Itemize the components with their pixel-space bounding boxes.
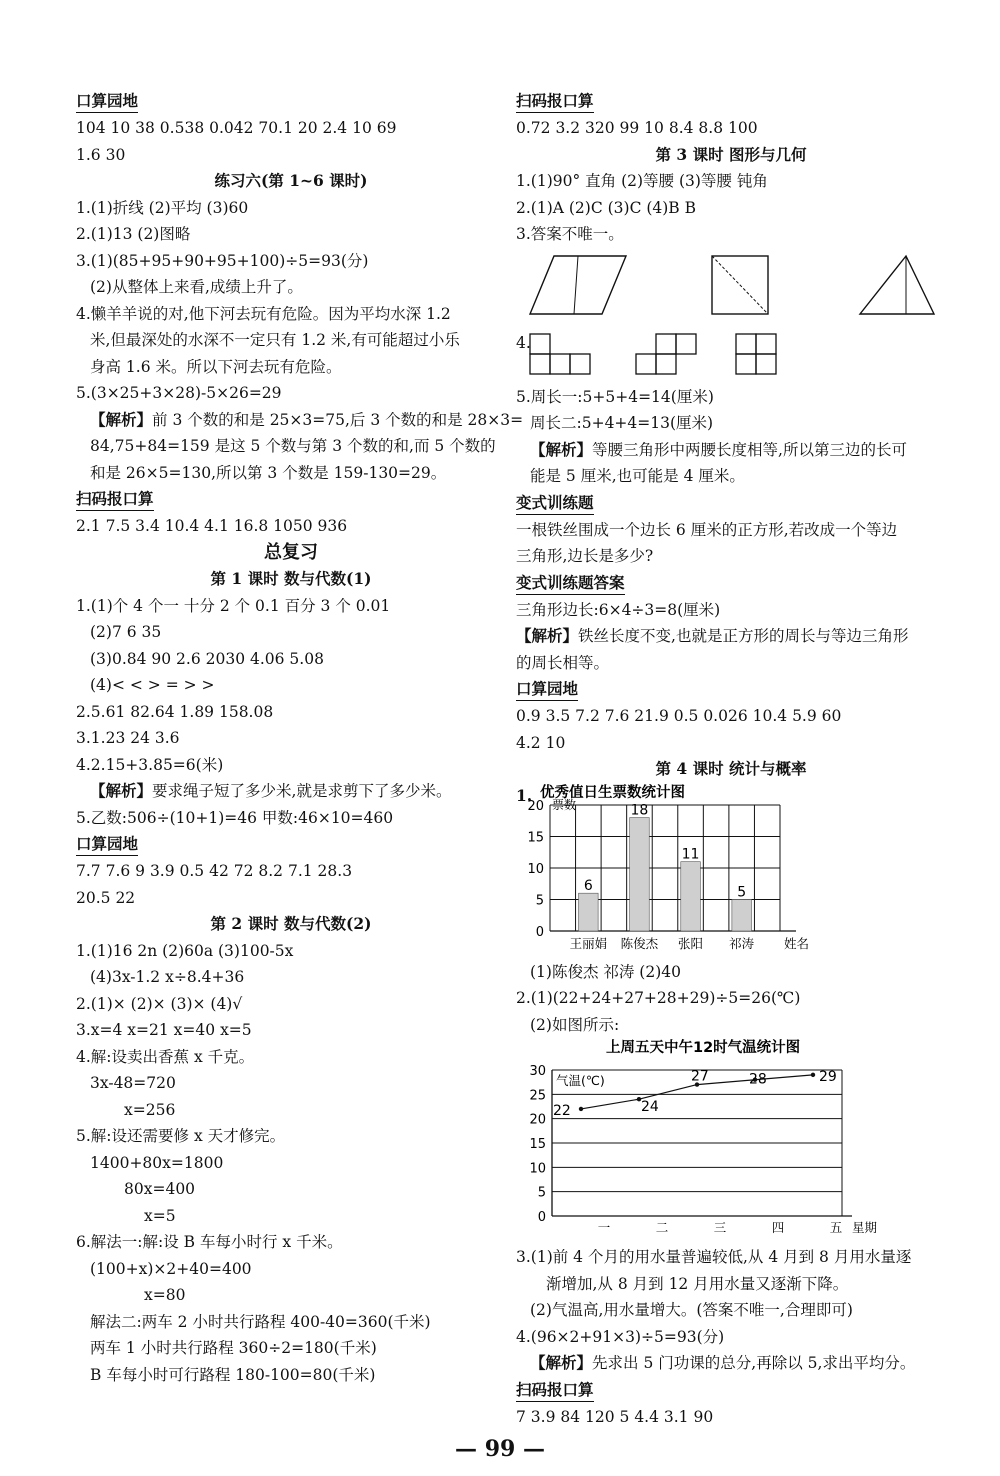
line-text: 2.(1)13 (2)图略	[76, 225, 191, 243]
text-line	[76, 885, 506, 912]
analysis-tag: 【 解析 】	[516, 626, 578, 645]
bar	[630, 817, 650, 930]
section-heading: 扫码报口算	[516, 90, 594, 113]
line-text: 一根铁丝围成一个边长 6 厘米的正方形,若改成一个等边	[516, 520, 898, 539]
text-line	[76, 778, 506, 805]
text-line	[76, 911, 506, 938]
text-line	[76, 1070, 506, 1097]
line-text: 0.72 3.2 320 99 10 8.4 8.8 100	[516, 119, 758, 137]
bar	[579, 893, 599, 931]
text-line	[76, 593, 506, 620]
line-text: 2.(1)(22+24+27+28+29)÷5=26(℃)	[516, 989, 801, 1007]
q4-label: 4.	[516, 333, 531, 352]
line-text: (4)3x-1.2 x÷8.4+36	[90, 968, 245, 986]
line-text: 104 10 38 0.538 0.042 70.1 20 2.4 10 69	[76, 119, 397, 137]
line-text: 1.(1)折线 (2)平均 (3)60	[76, 198, 249, 217]
line-text: 4.解:设卖出香蕉 x 千克。	[76, 1047, 255, 1066]
line-text: 1400+80x=1800	[90, 1153, 224, 1172]
bar	[681, 861, 701, 930]
line-text: 2.(1)× (2)× (3)× (4)√	[76, 994, 243, 1013]
text-line	[76, 221, 506, 248]
text-line	[516, 1324, 946, 1351]
x-category-label: 一	[597, 1220, 611, 1235]
text-line	[516, 463, 946, 490]
line-text: 渐增加,从 8 月到 12 月用水量又逐渐下降。	[546, 1274, 849, 1293]
section-heading: 变式训练题答案	[516, 572, 625, 595]
text-line	[76, 699, 506, 726]
text-line	[516, 959, 946, 986]
x-category-label: 王丽娟	[569, 935, 608, 951]
line-text: (1)陈俊杰 祁涛 (2)40	[530, 962, 681, 981]
section-heading: 口算园地	[76, 833, 138, 856]
bar-chart	[516, 783, 946, 959]
line-text: 三角形,边长是多少?	[516, 547, 654, 565]
text-line	[76, 1229, 506, 1256]
line-text: (2)从整体上来看,成绩上升了。	[90, 278, 303, 296]
line-text: (2)7 6 35	[90, 623, 162, 641]
line-text: 等腰三角形中两腰长度相等,所以第三边的长可	[592, 440, 907, 459]
text-line	[76, 725, 506, 752]
line-text: B 车每小时可行路程 180-100=80(千米)	[90, 1365, 376, 1384]
line-text: 第 1 课时 数与代数(1)	[210, 569, 372, 588]
line-text: 0.9 3.5 7.2 7.6 21.9 0.5 0.026 10.4 5.9 60	[516, 707, 842, 725]
text-line	[76, 1176, 506, 1203]
text-line	[76, 752, 506, 779]
line-text: (4)< < > = > >	[90, 676, 215, 694]
text-line	[76, 1203, 506, 1230]
line-text: 前 3 个数的和是 25×3=75,后 3 个数的和是 28×3=	[152, 410, 524, 429]
line-text: (2)气温高,用水量增大。(答案不唯一,合理即可)	[530, 1301, 853, 1319]
text-line	[76, 964, 506, 991]
right-top-block	[516, 88, 946, 248]
parallelogram-shape	[530, 256, 626, 314]
y-tick-label: 15	[527, 830, 544, 845]
line-text: 7 3.9 84 120 5 4.4 3.1 90	[516, 1407, 714, 1426]
text-line	[76, 142, 506, 169]
line-text: (3)0.84 90 2.6 2030 4.06 5.08	[90, 649, 324, 668]
line-text: 能是 5 厘米,也可能是 4 厘米。	[530, 467, 745, 485]
point-value-label: 29	[819, 1068, 837, 1085]
line-text: (100+x)×2+40=400	[90, 1259, 252, 1278]
text-line	[516, 88, 946, 115]
section-heading: 口算园地	[516, 678, 578, 701]
point-value-label: 24	[641, 1099, 659, 1116]
text-line	[76, 646, 506, 673]
text-line	[516, 543, 946, 570]
y-axis-label: 票数	[552, 797, 577, 812]
text-line	[516, 221, 946, 248]
text-line	[76, 407, 524, 434]
y-tick-label: 0	[537, 1210, 546, 1225]
text-line	[516, 410, 946, 437]
line-text: 3.(1)前 4 个月的用水量普遍较低,从 4 月到 8 月用水量逐	[516, 1248, 912, 1266]
y-tick-label: 15	[529, 1137, 546, 1152]
text-line	[76, 1256, 506, 1283]
y-tick-label: 25	[529, 1088, 546, 1104]
x-axis-label: 星期	[852, 1220, 878, 1235]
text-line	[76, 115, 506, 142]
bar-chart-block	[516, 783, 946, 959]
text-line	[76, 1123, 506, 1150]
line-text: 20.5 22	[76, 888, 136, 907]
text-line	[76, 433, 506, 460]
text-line	[516, 517, 946, 544]
text-line	[76, 1044, 506, 1071]
text-line	[516, 570, 946, 597]
text-line	[76, 831, 506, 858]
text-line	[516, 1244, 946, 1271]
left-column	[76, 88, 524, 1388]
text-line	[516, 1404, 946, 1431]
line-text: 总复习	[264, 541, 318, 563]
line-text: 解法二:两车 2 小时共行路程 400-40=360(千米)	[90, 1312, 431, 1331]
text-line	[516, 490, 946, 517]
line-text: x=256	[124, 1100, 176, 1119]
line-text: 5.乙数:506÷(10+1)=46 甲数:46×10=460	[76, 808, 394, 827]
line-text: 2.(1)A (2)C (3)C (4)B B	[516, 198, 697, 217]
text-line	[516, 168, 946, 195]
analysis-tag: 【 解析 】	[530, 440, 592, 459]
text-line	[516, 985, 946, 1012]
line-text: 身高 1.6 米。所以下河去玩有危险。	[90, 357, 342, 376]
line-text: 6.解法一:解:设 B 车每小时行 x 千米。	[76, 1233, 343, 1251]
text-line	[76, 380, 506, 407]
text-line	[516, 1377, 946, 1404]
text-line	[516, 437, 946, 464]
text-line	[516, 115, 946, 142]
point-value-label: 27	[691, 1068, 709, 1085]
point-value-label: 22	[553, 1102, 571, 1119]
line-text: 5.周长一:5+5+4=14(厘米)	[516, 387, 714, 406]
view-side	[736, 334, 776, 374]
right-bottom-block	[516, 1244, 946, 1430]
view-top	[636, 334, 696, 374]
line-text: 铁丝长度不变,也就是正方形的周长与等边三角形	[578, 627, 909, 645]
text-line	[76, 672, 506, 699]
line-text: 84,75+84=159 是这 5 个数与第 3 个数的和,而 5 个数的	[90, 437, 496, 455]
x-category-label: 五	[829, 1220, 843, 1235]
line-text: 1.(1)90° 直角 (2)等腰 (3)等腰 钝角	[516, 172, 768, 190]
text-line	[76, 619, 506, 646]
text-line	[76, 1097, 506, 1124]
text-line	[516, 597, 946, 624]
series-line-segment	[581, 1099, 639, 1109]
text-line	[76, 1335, 506, 1362]
x-category-label: 祁涛	[729, 935, 755, 951]
line-text: 3.x=4 x=21 x=40 x=5	[76, 1021, 252, 1039]
line-text: 先求出 5 门功课的总分,再除以 5,求出平均分。	[592, 1354, 916, 1372]
q1-label: 1.	[516, 785, 533, 805]
y-tick-label: 5	[535, 893, 544, 908]
triangle-shape	[860, 256, 934, 314]
page-number: — 99 —	[455, 1436, 545, 1462]
section-heading: 变式训练题	[516, 492, 594, 515]
q1-after-block	[516, 959, 946, 1039]
text-line	[76, 460, 506, 487]
line-text: 1.(1)个 4 个一 十分 2 个 0.1 百分 3 个 0.01	[76, 596, 391, 615]
line-text: 第 2 课时 数与代数(2)	[210, 914, 372, 933]
text-line	[76, 301, 506, 328]
analysis-tag: 【 解析 】	[90, 410, 152, 429]
line-text: 3x-48=720	[90, 1074, 176, 1092]
text-line	[516, 756, 946, 783]
y-axis-label: 气温(℃)	[556, 1073, 605, 1088]
text-line	[76, 513, 506, 540]
text-line	[76, 327, 506, 354]
line-text: 4.2.15+3.85=6(米)	[76, 755, 224, 774]
y-tick-label: 10	[527, 861, 544, 877]
line-text: 周长二:5+4+4=13(厘米)	[530, 414, 714, 432]
shapes-figure	[516, 252, 946, 326]
text-line	[516, 650, 946, 677]
right-mid-block	[516, 384, 946, 783]
section-heading: 扫码报口算	[76, 488, 154, 511]
text-line	[76, 938, 506, 965]
line-text: 3.答案不唯一。	[516, 225, 624, 243]
text-line	[76, 88, 506, 115]
text-line	[516, 142, 946, 169]
text-line	[516, 703, 946, 730]
line-text: 7.7 7.6 9 3.9 0.5 42 72 8.2 7.1 28.3	[76, 862, 353, 880]
chart-title: 上周五天中午12时气温统计图	[606, 1040, 801, 1056]
y-tick-label: 0	[535, 924, 544, 940]
square-diagonal	[712, 256, 768, 314]
y-tick-label: 10	[529, 1161, 546, 1177]
text-line	[76, 1150, 506, 1177]
line-text: 2.5.61 82.64 1.89 158.08	[76, 702, 274, 721]
line-text: 1.6 30	[76, 145, 126, 164]
x-category-label: 三	[713, 1220, 727, 1235]
bar-value-label: 5	[737, 884, 747, 900]
text-line	[76, 354, 506, 381]
section-heading: 口算园地	[76, 90, 138, 113]
section-heading: 扫码报口算	[516, 1379, 594, 1402]
line-text: 米,但最深处的水深不一定只有 1.2 米,有可能超过小乐	[90, 331, 460, 349]
text-line	[76, 274, 506, 301]
analysis-tag: 【 解析 】	[530, 1353, 592, 1372]
views-block	[516, 326, 946, 384]
bar-value-label: 11	[681, 846, 700, 863]
line-text: 1.(1)16 2n (2)60a (3)100-5x	[76, 941, 294, 960]
line-text: (2)如图所示:	[530, 1015, 620, 1034]
text-line	[76, 566, 506, 593]
text-line	[516, 195, 946, 222]
text-line	[516, 384, 946, 411]
line-text: x=80	[144, 1286, 186, 1304]
text-line	[76, 540, 506, 567]
line-text: 第 3 课时 图形与几何	[655, 144, 807, 164]
parallelogram-cut	[574, 256, 578, 314]
data-point	[579, 1107, 583, 1111]
line-text: x=5	[144, 1206, 176, 1225]
line-text: 3.(1)(85+95+90+95+100)÷5=93(分)	[76, 251, 369, 270]
text-line	[516, 1297, 946, 1324]
bar	[732, 899, 752, 931]
text-line	[76, 858, 506, 885]
bar-value-label: 6	[583, 877, 593, 894]
bar-value-label: 18	[630, 802, 649, 819]
line-text: 第 4 课时 统计与概率	[655, 759, 807, 778]
analysis-tag: 【 解析 】	[90, 781, 152, 800]
point-value-label: 28	[749, 1071, 767, 1088]
text-line	[516, 1271, 946, 1298]
views-figure	[516, 326, 946, 384]
text-line	[76, 168, 506, 195]
line-text: 5.解:设还需要修 x 天才修完。	[76, 1127, 286, 1145]
right-column	[516, 88, 946, 1430]
line-text: 4.(96×2+91×3)÷5=93(分)	[516, 1327, 725, 1346]
y-tick-label: 20	[527, 798, 544, 814]
text-line	[516, 730, 946, 757]
text-line	[516, 1012, 946, 1039]
text-line	[76, 1282, 506, 1309]
line-text: 5.(3×25+3×28)-5×26=29	[76, 384, 282, 402]
line-text: 和是 26×5=130,所以第 3 个数是 159-130=29。	[90, 463, 447, 482]
x-category-label: 二	[655, 1220, 669, 1235]
text-line	[76, 805, 506, 832]
text-line	[516, 676, 946, 703]
y-tick-label: 5	[537, 1185, 546, 1201]
line-text: 练习六(第 1~6 课时)	[214, 171, 368, 190]
y-tick-label: 20	[529, 1112, 546, 1128]
x-category-label: 四	[771, 1220, 785, 1235]
line-text: 的周长相等。	[516, 653, 610, 672]
line-text: 2.1 7.5 3.4 10.4 4.1 16.8 1050 936	[76, 517, 348, 535]
text-line	[516, 623, 946, 650]
text-line	[76, 1309, 506, 1336]
text-line	[76, 1017, 506, 1044]
x-category-label: 张阳	[678, 935, 704, 951]
text-line	[76, 1362, 506, 1389]
text-line	[76, 991, 506, 1018]
line-text: 两车 1 小时共行路程 360÷2=180(千米)	[90, 1339, 377, 1357]
line-text: 80x=400	[124, 1180, 196, 1198]
chart-title: 优秀值日生票数统计图	[540, 784, 685, 801]
text-line	[516, 1350, 946, 1377]
line-text: 4.懒羊羊说的对,他下河去玩有危险。因为平均水深 1.2	[76, 304, 451, 323]
text-line	[76, 486, 506, 513]
view-front	[530, 334, 590, 374]
line-text: 4.2 10	[516, 733, 566, 752]
line-text: 要求绳子短了多少米,就是求剪下了多少米。	[152, 782, 452, 800]
line-text: 三角形边长:6×4÷3=8(厘米)	[516, 600, 721, 619]
y-tick-label: 30	[529, 1064, 546, 1079]
line-chart	[516, 1038, 946, 1244]
line-text: 3.1.23 24 3.6	[76, 729, 180, 747]
x-axis-label: 姓名	[784, 935, 810, 951]
data-point	[811, 1073, 815, 1077]
text-line	[76, 248, 506, 275]
x-category-label: 陈俊杰	[620, 935, 659, 951]
series-line-segment	[639, 1085, 697, 1100]
text-line	[76, 195, 506, 222]
